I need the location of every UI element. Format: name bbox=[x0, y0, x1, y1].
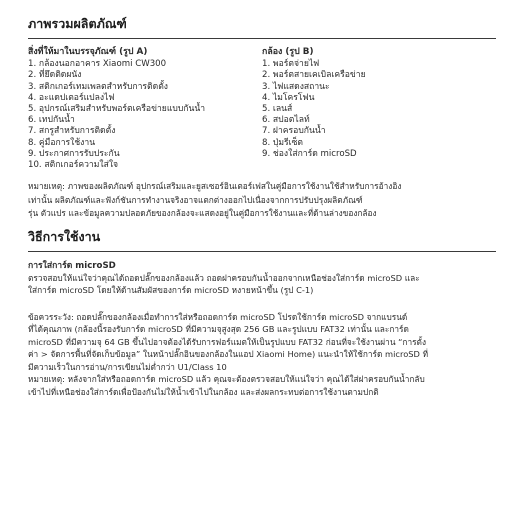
list-item: 8. ปุ่มรีเซ็ต bbox=[262, 137, 304, 148]
list-item: 6. เทปกันน้ำ bbox=[28, 115, 75, 126]
list-item: 2. พอร์ตสายเคเบิลเครือข่าย bbox=[262, 70, 366, 81]
list-item: 8. คู่มือการใช้งาน bbox=[28, 137, 96, 148]
list-item: 10. สติกเกอร์ความใส่ใจ bbox=[28, 160, 119, 171]
list-item: 4. ไมโครโฟน bbox=[262, 92, 315, 103]
list-item: 5. เลนส์ bbox=[262, 104, 293, 115]
list-item: 9. ช่องใส่การ์ด microSD bbox=[262, 148, 357, 159]
insert-instructions bbox=[28, 272, 496, 297]
paragraph-line: ตรวจสอบให้แน่ใจว่าคุณได้ถอดปลั๊กของกล้องแล้ว ถอดฝาครอบกันน้ำออกจากเหนือช่องใส่การ์ด microSD และ bbox=[28, 272, 420, 283]
list-item: 1. กล้องนอกอาคาร Xiaomi CW300 bbox=[28, 59, 167, 70]
note-line: รุ่น ตัวแปร และข้อมูลความปลอดภัยของกล้องจะแสดงอยู่ในคู่มือการใช้งานและที่ด้านล่างของกล้อง bbox=[28, 208, 377, 219]
list-item: 3. ไฟแสดงสถานะ bbox=[262, 81, 330, 92]
paragraph-line: ใส่การ์ด microSD โดยให้ด้านสัมผัสของการ์ด microSD หงายหน้าขึ้น (รูป C-1) bbox=[28, 285, 314, 296]
caution-paragraph bbox=[28, 311, 496, 374]
contents-columns bbox=[28, 47, 496, 171]
camera-parts-heading: กล้อง (รูป B) bbox=[262, 47, 314, 57]
paragraph-line: ที่ได้คุณภาพ (กล้องนี้รองรับการ์ด microSD ที่มีความจุสูงสุด 256 GB และรูปแบบ FAT32 เท่านั้น และการ์ด bbox=[28, 324, 409, 335]
list-item: 9. ประกาศการรับประกัน bbox=[28, 148, 120, 159]
list-item: 1. พอร์ตจ่ายไฟ bbox=[262, 59, 320, 70]
paragraph-line: มีความเร็วในการอ่าน/การเขียนไม่ต่ำกว่า U1/Class 10 bbox=[28, 361, 227, 372]
package-contents-column bbox=[28, 47, 262, 171]
paragraph-line: ค่า > จัดการพื้นที่จัดเก็บข้อมูล” ในหน้าปลั๊กอินของกล้องในแอป Xiaomi Home) แนะนำให้ใช้การ์ด microSD ที่ bbox=[28, 349, 429, 360]
section-divider bbox=[28, 38, 496, 39]
paragraph-line: เข้าไปที่เหนือช่องใส่การ์ดเพื่อป้องกันไม่ให้น้ำเข้าไปในกล้อง และส่งผลกระทบต่อการใช้งานตามปกติ bbox=[28, 386, 379, 397]
section-title-overview: ภาพรวมผลิตภัณฑ์ bbox=[28, 16, 127, 31]
paragraph-line: microSD ที่มีความจุ 64 GB ขึ้นไปอาจต้องได้รับการฟอร์แมตให้เป็นรูปแบบ FAT32 ก่อนที่จะใช้งานผ่าน “การตั้ง bbox=[28, 336, 426, 347]
paragraph-line: ข้อควรระวัง: ถอดปลั๊กของกล้องเมื่อทำการใส่หรือถอดการ์ด microSD โปรดใช้การ์ด microSD จากแบรนด์ bbox=[28, 311, 408, 322]
list-item: 7. สกรูสำหรับการติดตั้ง bbox=[28, 126, 116, 137]
note-line: เท่านั้น ผลิตภัณฑ์และฟังก์ชันการทำงานจริงอาจแตกต่างออกไปเนื่องจากการปรับปรุงผลิตภัณฑ์ bbox=[28, 194, 363, 205]
paragraph-line: หมายเหตุ: หลังจากใส่หรือถอดการ์ด microSD แล้ว คุณจะต้องตรวจสอบให้แน่ใจว่า คุณได้ใส่ฝาครอบกันน้ำกลับ bbox=[28, 374, 425, 385]
list-item: 2. ที่ยึดติดผนัง bbox=[28, 70, 82, 81]
section-divider bbox=[28, 251, 496, 252]
list-item: 7. ฝาครอบกันน้ำ bbox=[262, 126, 326, 137]
list-item: 4. อะแดปเตอร์แปลงไฟ bbox=[28, 92, 115, 103]
package-contents-heading: สิ่งที่ให้มาในบรรจุภัณฑ์ (รูป A) bbox=[28, 47, 148, 57]
note-line: หมายเหตุ: ภาพของผลิตภัณฑ์ อุปกรณ์เสริมและยูสเซอร์อินเตอร์เฟสในคู่มือการใช้งานใช้สำหรับการอ้างอิง bbox=[28, 181, 402, 192]
manual-page bbox=[28, 14, 496, 398]
waterproof-note bbox=[28, 373, 496, 398]
camera-parts-column bbox=[262, 47, 496, 171]
product-note bbox=[28, 180, 496, 221]
list-item: 5. อุปกรณ์เสริมสำหรับพอร์ตเครือข่ายแบบกันน้ำ bbox=[28, 104, 206, 115]
list-item: 3. สติกเกอร์เทมเพลตสำหรับการติดตั้ง bbox=[28, 81, 168, 92]
list-item: 6. สปอตไลท์ bbox=[262, 115, 310, 126]
section-title-usage: วิธีการใช้งาน bbox=[28, 228, 101, 244]
microsd-insert-heading: การใส่การ์ด microSD bbox=[28, 260, 116, 271]
